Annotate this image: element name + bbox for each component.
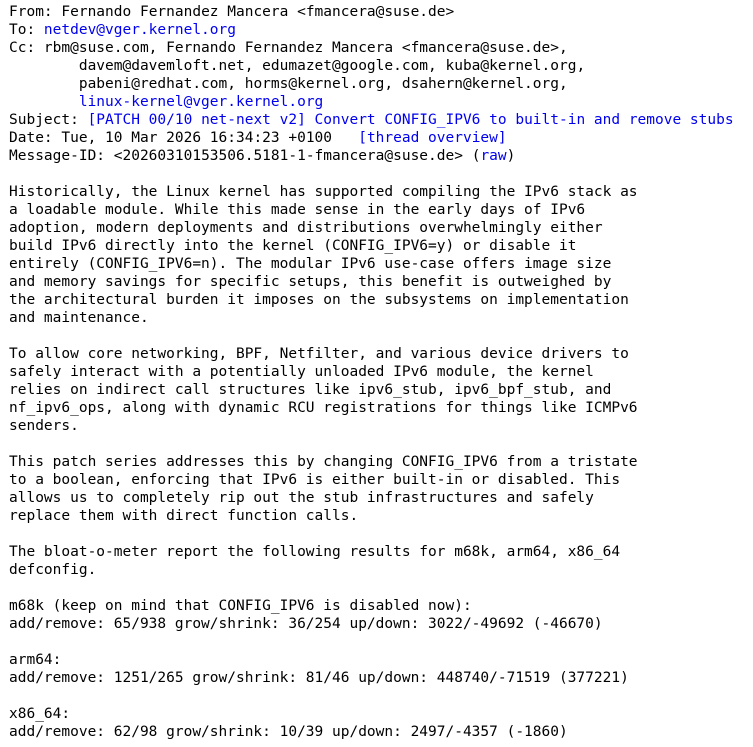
body-paragraph-2: To allow core networking, BPF, Netfilter, and various device drivers to safely interact with a potentially unloaded IPv6 module, the kernel relies on indirect call structures like ipv6_stub, ipv6_bpf_stub, and nf_ipv6_ops, along with dynamic RCU registrations for things like ICMPv6 senders.: [9, 346, 638, 434]
to-label: To:: [9, 22, 44, 38]
m68k-title: m68k (keep on mind that CONFIG_IPV6 is disabled now):: [9, 598, 472, 614]
body-paragraph-3: This patch series addresses this by changing CONFIG_IPV6 from a tristate to a boolean, enforcing that IPv6 is either built-in or disabled. This allows us to completely rip out the stub infrastructures and safely replace them with direct function calls.: [9, 454, 638, 524]
x86-title: x86_64:: [9, 706, 71, 722]
from-label: From:: [9, 4, 62, 20]
cc-list-link[interactable]: linux-kernel@vger.kernel.org: [78, 94, 324, 110]
body-paragraph-4: The bloat-o-meter report the following results for m68k, arm64, x86_64 defconfig.: [9, 544, 621, 578]
raw-link[interactable]: raw: [480, 148, 507, 164]
message-id-label: Message-ID:: [9, 148, 114, 164]
arm64-title: arm64:: [9, 652, 62, 668]
subject-link[interactable]: [PATCH 00/10 net-next v2] Convert CONFIG_IPV6 to built-in and remove stubs: [87, 112, 734, 128]
cc-line-1: rbm@suse.com, Fernando Fernandez Mancera <fmancera@suse.de>,: [43, 40, 568, 56]
date-label: Date:: [9, 130, 62, 146]
cc-line-2: davem@davemloft.net, edumazet@google.com, kuba@kernel.org,: [78, 58, 586, 74]
email-message: From: Fernando Fernandez Mancera <fmancera@suse.de> To: netdev@vger.kernel.org Cc: rbm@suse.com, Fernando Fernandez Mancera <fmancera@suse.de>, davem@davemloft.net, edumazet@google.com, kuba@kernel.org, pabeni@redhat.com, horms@kernel.org, dsahern@kernel.org, linux-kernel@vger.kernel.org Subject: [PATCH 00/10 net-next v2] Convert CONFIG_IPV6 to built-in and remove stubs Date: Tue, 10 Mar 2026 16:34:23 +0100 [thread overview] Message-ID: <20260310153506.5181-1-fmancera@suse.de> (raw) Historically, the Linux kernel has supported compiling the IPv6 stack as a loadable module. While this made sense in the early days of IPv6 adoption, modern deployments and distributions overwhelmingly either build IPv6 directly into the kernel (CONFIG_IPV6=y) or disable it entirely (CONFIG_IPV6=n). The modular IPv6 use-case offers image size and memory savings for specific setups, this benefit is outweighed by the architectural burden it imposes on the subsystems on implementation and maintenance. To allow core networking, BPF, Netfilter, and various device drivers to safely interact with a potentially unloaded IPv6 module, the kernel relies on indirect call structures like ipv6_stub, ipv6_bpf_stub, and nf_ipv6_ops, along with dynamic RCU registrations for things like ICMPv6 senders. This patch series addresses this by changing CONFIG_IPV6 from a tristate to a boolean, enforcing that IPv6 is either built-in or disabled. This allows us to completely rip out the stub infrastructures and safely replace them with direct function calls. The bloat-o-meter report the following results for m68k, arm64, x86_64 defconfig. m68k (keep on mind that CONFIG_IPV6 is disabled now): add/remove: 65/938 grow/shrink: 36/254 up/down: 3022/-49692 (-46670) arm64: add/remove: 1251/265 grow/shrink: 81/46 up/down: 448740/-71519 (377221) x86_64: add/remove: 62/98 grow/shrink: 10/39 up/down: 2497/-4357 (-1860): [9, 4, 734, 740]
cc-line-3: pabeni@redhat.com, horms@kernel.org, dsahern@kernel.org,: [78, 76, 568, 92]
body-paragraph-1: Historically, the Linux kernel has supported compiling the IPv6 stack as a loadable module. While this made sense in the early days of IPv6 adoption, modern deployments and distributions overwhelmingly either build IPv6 directly into the kernel (CONFIG_IPV6=y) or disable it entirely (CONFIG_IPV6=n). The modular IPv6 use-case offers image size and memory savings for specific setups, this benefit is outweighed by the architectural burden it imposes on the subsystems on implementation and maintenance.: [9, 184, 638, 326]
arm64-stats: add/remove: 1251/265 grow/shrink: 81/46 up/down: 448740/-71519 (377221): [9, 670, 629, 686]
cc-label: Cc:: [9, 40, 44, 56]
message-id-value: <20260310153506.5181-1-fmancera@suse.de>: [113, 148, 463, 164]
date-value: Tue, 10 Mar 2026 16:34:23 +0100: [61, 130, 333, 146]
x86-stats: add/remove: 62/98 grow/shrink: 10/39 up/down: 2497/-4357 (-1860): [9, 724, 568, 740]
to-address-link[interactable]: netdev@vger.kernel.org: [43, 22, 236, 38]
thread-overview-link[interactable]: [thread overview]: [358, 130, 507, 146]
m68k-stats: add/remove: 65/938 grow/shrink: 36/254 up/down: 3022/-49692 (-46670): [9, 616, 603, 632]
subject-label: Subject:: [9, 112, 88, 128]
from-value: Fernando Fernandez Mancera <fmancera@suse.de>: [61, 4, 455, 20]
